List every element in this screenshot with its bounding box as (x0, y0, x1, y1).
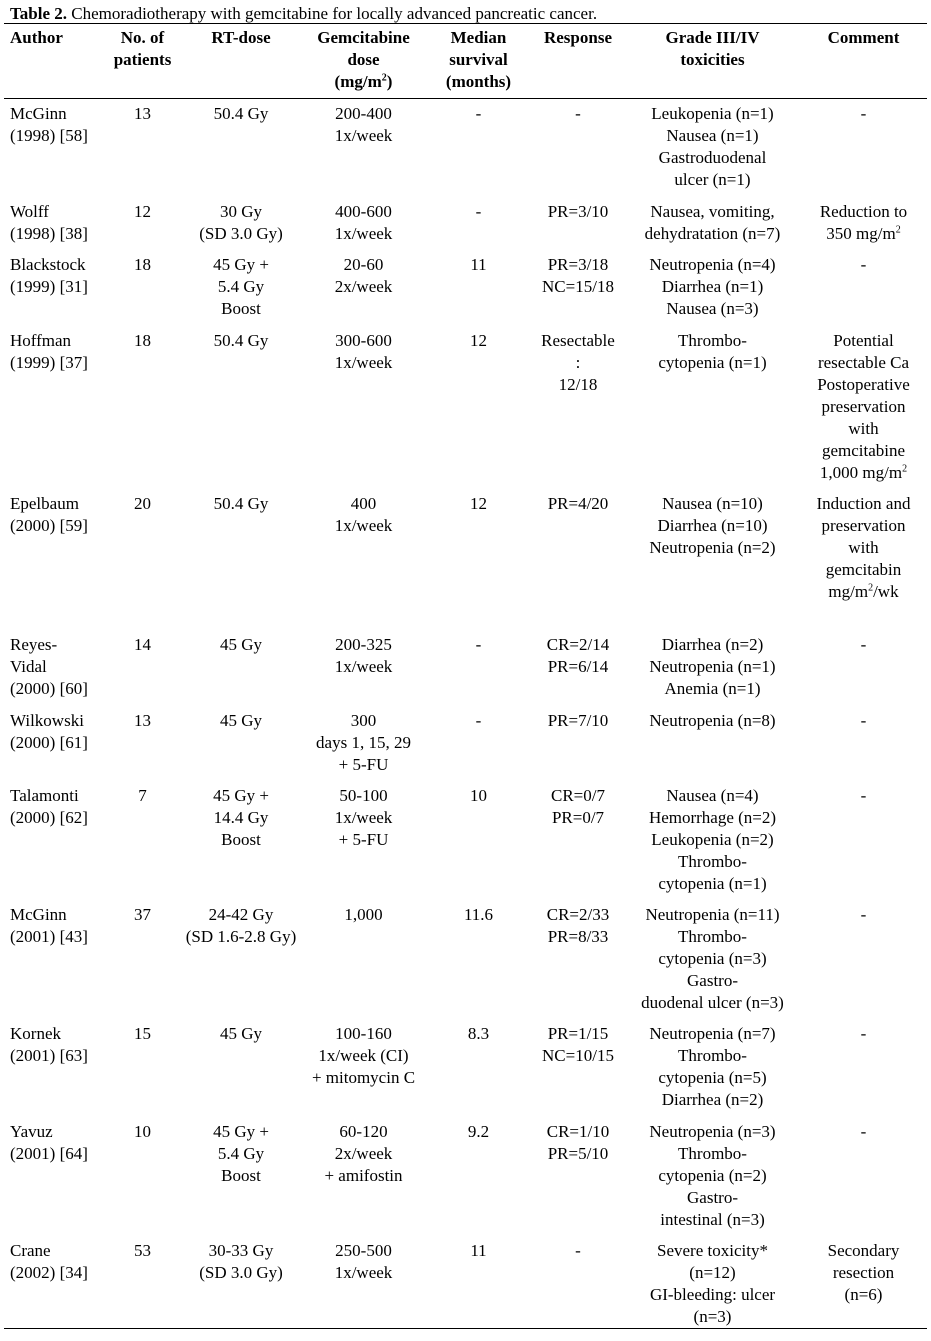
table-row (4, 630, 927, 706)
cell-rt-dose: 30-33 Gy (SD 3.0 Gy) (181, 1236, 301, 1329)
cell-author: Wilkowski (2000) [61] (10, 710, 88, 752)
table-row (4, 99, 927, 197)
table-row (4, 1117, 927, 1236)
cell-comment: - (860, 104, 867, 123)
table-row (4, 706, 927, 781)
cell-rt-dose: 45 Gy + 14.4 Gy Boost (213, 785, 269, 849)
cell-comment: - (860, 1121, 867, 1141)
cell-gemcitabine-dose: 1,000 (344, 904, 383, 924)
cell-gemcitabine-dose: 300-600 1x/week (334, 330, 393, 372)
table-row (4, 781, 927, 900)
cell-gemcitabine-dose: 250-500 1x/week (301, 1236, 426, 1329)
cell-toxicities: Nausea, vomiting, dehydratation (n=7) (644, 201, 781, 243)
cell-rt-dose: 30 Gy (SD 3.0 Gy) (199, 201, 283, 243)
cell-comment: Reduction to 350 $mg/m^2$ (819, 201, 908, 243)
cell-patients: 15 (134, 1023, 151, 1043)
cell-patients: 37 (134, 904, 151, 924)
header-author: Author (4, 24, 104, 99)
header-response: Response (531, 24, 625, 99)
cell-toxicities: Nausea (n=10) Diarrhea (n=10) Neutropenia (n=2) (649, 493, 776, 557)
header-row (4, 24, 927, 99)
table-caption (10, 4, 597, 24)
cell-rt-dose: 50.4 Gy (213, 104, 269, 123)
cell-gemcitabine-dose: 60-120 2x/week + amifostin (324, 1121, 403, 1185)
table-body (4, 99, 927, 1329)
cell-patients: 18 (134, 330, 151, 350)
cell-author: McGinn (2001) [43] (10, 904, 88, 946)
chemoradiotherapy-table (4, 23, 927, 1329)
cell-patients: 13 (134, 710, 151, 730)
cell-patients: 12 (134, 201, 151, 221)
cell-gemcitabine-dose: 20-60 2x/week (334, 254, 393, 296)
header-median-survival: Median survival (months) (426, 24, 531, 99)
cell-patients: 10 (134, 1121, 151, 1141)
cell-rt-dose: 45 Gy + 5.4 Gy Boost (213, 1121, 269, 1185)
cell-author: Yavuz (2001) [64] (10, 1121, 88, 1163)
cell-toxicities: Severe toxicity* (n=12) GI-bleeding: ulcer (n=3) (625, 1236, 800, 1329)
cell-response: PR=4/20 (547, 493, 609, 513)
cell-comment: - (860, 1023, 867, 1043)
cell-gemcitabine-dose: 300 days 1, 15, 29 + 5-FU (316, 710, 411, 774)
cell-comment: - (860, 634, 867, 654)
cell-comment: - (860, 710, 867, 730)
cell-author: Crane (2002) [34] (4, 1236, 104, 1329)
cell-response: CR=2/33 PR=8/33 (546, 904, 610, 946)
header-rt-dose: RT-dose (181, 24, 301, 99)
cell-response: - (531, 1236, 625, 1329)
cell-response: PR=7/10 (547, 710, 609, 730)
cell-patients: 53 (104, 1236, 181, 1329)
cell-median-survival: - (475, 634, 482, 654)
table-row (4, 197, 927, 250)
cell-toxicities: Neutropenia (n=8) (649, 710, 776, 730)
cell-median-survival: 11 (470, 254, 487, 274)
cell-patients: 13 (134, 104, 151, 123)
cell-patients: 18 (134, 254, 151, 274)
cell-rt-dose: 45 Gy (219, 710, 263, 730)
cell-gemcitabine-dose: 400-600 1x/week (334, 201, 393, 243)
table-row (4, 326, 927, 489)
cell-median-survival: 9.2 (467, 1121, 490, 1141)
cell-response: CR=0/7 PR=0/7 (551, 785, 605, 827)
header-gemcitabine-dose: Gemcitabine dose $(mg/m^2)$ (301, 24, 426, 99)
cell-toxicities: Diarrhea (n=2) Neutropenia (n=1) Anemia (n=1) (649, 634, 776, 698)
table-row (4, 900, 927, 1019)
cell-response: PR=3/18 NC=15/18 (542, 254, 614, 296)
cell-author: Wolff (1998) [38] (10, 201, 88, 243)
cell-response: - (575, 104, 581, 123)
cell-patients: 20 (134, 493, 151, 513)
cell-rt-dose: 45 Gy (219, 634, 263, 654)
cell-toxicities: Nausea (n=4) Hemorrhage (n=2) Leukopenia (n=2) Thrombo- cytopenia (n=1) (648, 785, 777, 893)
cell-toxicities: Neutropenia (n=11) Thrombo- cytopenia (n=3) Gastro- duodenal ulcer (n=3) (641, 904, 784, 1012)
table-title: Chemoradiotherapy with gemcitabine for locally advanced pancreatic cancer. (67, 4, 598, 23)
cell-median-survival: 11.6 (463, 904, 494, 924)
cell-median-survival: 8.3 (467, 1023, 490, 1043)
table-row (4, 489, 927, 630)
cell-author: Kornek (2001) [63] (10, 1023, 88, 1065)
cell-gemcitabine-dose: 200-400 1x/week (334, 104, 393, 145)
cell-rt-dose: 24-42 Gy (SD 1.6-2.8 Gy) (185, 904, 297, 946)
cell-median-survival: - (475, 710, 482, 730)
cell-gemcitabine-dose: 400 1x/week (334, 493, 393, 535)
cell-response: CR=1/10 PR=5/10 (546, 1121, 610, 1163)
cell-toxicities: Leukopenia (n=1) Nausea (n=1) Gastroduodenal ulcer (n=1) (651, 104, 774, 189)
table-row (4, 250, 927, 326)
cell-median-survival: - (475, 104, 482, 123)
cell-patients: 14 (134, 634, 151, 654)
cell-median-survival: 12 (470, 330, 487, 350)
cell-toxicities: Neutropenia (n=7) Thrombo- cytopenia (n=5) Diarrhea (n=2) (649, 1023, 776, 1109)
cell-comment: - (860, 904, 867, 924)
cell-median-survival: - (475, 201, 482, 221)
cell-gemcitabine-dose: 100-160 1x/week (CI) + mitomycin C (311, 1023, 416, 1087)
cell-comment: - (860, 785, 867, 805)
cell-comment: - (860, 254, 867, 274)
cell-rt-dose: 45 Gy + 5.4 Gy Boost (213, 254, 269, 318)
cell-rt-dose: 45 Gy (219, 1023, 263, 1043)
header-toxicities: Grade III/IV toxicities (625, 24, 800, 99)
cell-response: CR=2/14 PR=6/14 (546, 634, 610, 676)
cell-toxicities: Thrombo- cytopenia (n=1) (658, 330, 767, 372)
cell-author: McGinn (1998) [58] (10, 104, 88, 145)
cell-rt-dose: 50.4 Gy (213, 493, 269, 513)
cell-rt-dose: 50.4 Gy (213, 330, 269, 350)
cell-comment: Secondary resection (n=6) (800, 1236, 927, 1329)
cell-author: Talamonti (2000) [62] (10, 785, 88, 827)
cell-gemcitabine-dose: 50-100 1x/week + 5-FU (334, 785, 393, 849)
table-row (4, 1236, 927, 1329)
cell-author: Hoffman (1999) [37] (10, 330, 88, 372)
cell-author: Blackstock (1999) [31] (10, 254, 88, 296)
cell-response: PR=3/10 (547, 201, 609, 221)
cell-comment: Potential resectable Ca Postoperative preservation with gemcitabine 1,000 $mg/m^2$ (817, 330, 910, 482)
table-label: Table 2. (10, 4, 68, 23)
cell-comment: Induction and preservation with gemcitabin $mg/m^2/wk$ (816, 493, 911, 601)
cell-toxicities: Neutropenia (n=3) Thrombo- cytopenia (n=2) Gastro- intestinal (n=3) (649, 1121, 776, 1229)
cell-toxicities: Neutropenia (n=4) Diarrhea (n=1) Nausea (n=3) (649, 254, 776, 318)
cell-median-survival: 11 (426, 1236, 531, 1329)
cell-author: Epelbaum (2000) [59] (10, 493, 88, 535)
cell-median-survival: 12 (470, 493, 487, 513)
cell-gemcitabine-dose: 200-325 1x/week (334, 634, 393, 676)
cell-median-survival: 10 (470, 785, 487, 805)
cell-patients: 7 (138, 785, 147, 805)
cell-response: Resectable : 12/18 (541, 330, 615, 394)
cell-response: PR=1/15 NC=10/15 (542, 1023, 614, 1065)
cell-author: Reyes- Vidal (2000) [60] (10, 634, 88, 698)
header-patients: No. of patients (104, 24, 181, 99)
table-row (4, 1019, 927, 1117)
header-comment: Comment (800, 24, 927, 99)
